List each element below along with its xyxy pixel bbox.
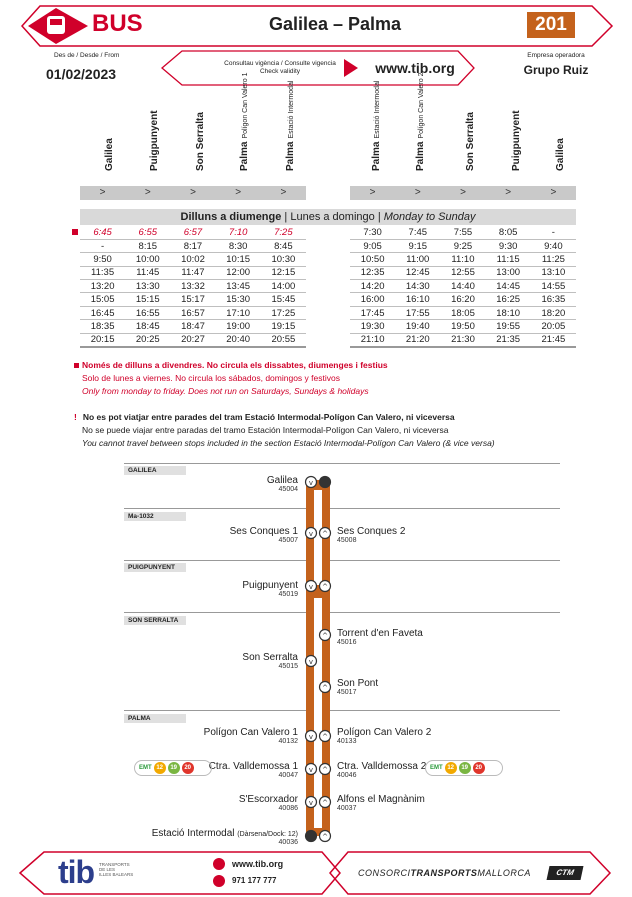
stop-header: PalmaEstació Intermodal — [371, 80, 382, 171]
time-cell: 19:50 — [440, 320, 485, 333]
time-cell: - — [80, 239, 125, 252]
time-cell: 20:55 — [261, 333, 306, 346]
time-cell: 20:27 — [170, 333, 215, 346]
outbound-timetable — [80, 226, 306, 348]
time-cell: 7:25 — [261, 226, 306, 239]
time-cell: 9:05 — [350, 239, 395, 252]
time-cell: 12:45 — [395, 266, 440, 279]
stop-header: PalmaPolígon Can Valero 1 — [239, 72, 250, 171]
section-label: GALILEA — [124, 466, 186, 475]
time-cell: 10:02 — [170, 253, 215, 266]
footer-phone[interactable]: 971 177 777 — [232, 876, 277, 885]
map-stop: Ctra. Valldemossa 2 40046 — [337, 761, 427, 779]
section-label: PUIGPUNYENT — [124, 563, 186, 572]
time-cell: 9:40 — [531, 239, 576, 252]
time-cell: 11:47 — [170, 266, 215, 279]
route-title: Galilea – Palma — [268, 14, 402, 34]
time-cell: 16:45 — [80, 306, 125, 319]
time-cell: 13:00 — [486, 266, 531, 279]
weekday-note-en: Only from monday to friday. Does not run on Saturdays, Sundays & holidays — [82, 386, 369, 396]
map-stop: Son Pont 45017 — [337, 678, 379, 696]
time-cell: 18:47 — [170, 320, 215, 333]
map-stop: Ses Conques 1 45007 — [229, 526, 298, 544]
map-stop: Puigpunyent 45019 — [242, 580, 298, 598]
time-cell: 9:50 — [80, 253, 125, 266]
restriction-note-en: You cannot travel between stops included in the section Estació Intermodal-Polígon Can Valero (& vice versa) — [82, 438, 495, 448]
time-cell: 12:35 — [350, 266, 395, 279]
stop-header: Galilea — [555, 138, 566, 171]
restriction-note-es: No se puede viajar entre paradas del tramo Estación Intermodal-Polígon Can Valero, ni viceversa — [82, 425, 449, 435]
time-cell: 18:10 — [486, 306, 531, 319]
svg-text:v: v — [308, 766, 314, 774]
time-cell: 8:05 — [486, 226, 531, 239]
svg-text:v: v — [308, 583, 314, 591]
timetable-row — [80, 266, 306, 279]
time-cell: 18:05 — [440, 306, 485, 319]
time-cell: 11:25 — [531, 253, 576, 266]
time-cell: 15:17 — [170, 293, 215, 306]
svg-text:^: ^ — [322, 833, 328, 841]
svg-text:v: v — [308, 658, 314, 666]
timetable-row — [350, 306, 576, 319]
emt-line-badge: 20 — [182, 762, 194, 774]
time-cell: 17:25 — [261, 306, 306, 319]
validity-line-1: Consultau vigència / Consulte vigencia — [224, 60, 336, 67]
operator-label: Empresa operadora — [527, 52, 585, 59]
section-label: SON SERRALTA — [124, 616, 186, 625]
time-cell: - — [531, 226, 576, 239]
time-cell: 12:00 — [216, 266, 261, 279]
timetable-row — [80, 226, 306, 239]
time-cell: 15:45 — [261, 293, 306, 306]
timetable-row — [350, 320, 576, 333]
emt-line-badge: 19 — [459, 762, 471, 774]
weekday-note-ca: Només de dilluns a divendres. No circula els dissabtes, diumenges i festius — [74, 359, 388, 372]
time-cell: 9:25 — [440, 239, 485, 252]
timetable-row — [80, 280, 306, 293]
time-cell: 17:55 — [395, 306, 440, 319]
timetable-row — [350, 333, 576, 346]
timetable-row — [350, 239, 576, 252]
time-cell: 13:45 — [216, 280, 261, 293]
section-divider — [124, 463, 560, 464]
svg-text:^: ^ — [322, 583, 328, 591]
restriction-note-ca: ! No es pot viatjar entre parades del tram Estació Intermodal-Polígon Can Valero, ni viceversa — [74, 412, 455, 422]
footer-website[interactable]: www.tib.org — [232, 859, 284, 869]
time-cell: 15:15 — [125, 293, 170, 306]
inbound-direction-bar: > > > > > — [350, 186, 576, 200]
map-stop: Ctra. Valldemossa 1 40047 — [208, 761, 298, 779]
time-cell: 21:30 — [440, 333, 485, 346]
time-cell: 14:55 — [531, 280, 576, 293]
time-cell: 7:45 — [395, 226, 440, 239]
time-cell: 13:30 — [125, 280, 170, 293]
time-cell: 16:25 — [486, 293, 531, 306]
timetable-row — [350, 280, 576, 293]
time-cell: 10:15 — [216, 253, 261, 266]
route-number-badge: 201 — [527, 12, 575, 38]
map-stop: Son Serralta 45015 — [242, 652, 298, 670]
map-stop: Alfons el Magnànim 40037 — [337, 794, 425, 812]
svg-text:v: v — [308, 479, 314, 487]
emt-line-badge: 12 — [445, 762, 457, 774]
time-cell: 7:55 — [440, 226, 485, 239]
time-cell: 18:45 — [125, 320, 170, 333]
section-label: PALMA — [124, 714, 186, 723]
time-cell: 8:17 — [170, 239, 215, 252]
svg-text:^: ^ — [322, 733, 328, 741]
time-cell: 19:30 — [350, 320, 395, 333]
time-cell: 12:55 — [440, 266, 485, 279]
map-stop: Estació Intermodal (Dàrsena/Dock: 12) 40036 — [151, 828, 298, 846]
from-label: Des de / Desde / From — [54, 52, 120, 59]
days-ca: Dilluns a diumenge — [180, 211, 282, 223]
timetable-row — [350, 293, 576, 306]
time-cell: 14:40 — [440, 280, 485, 293]
time-cell: 16:20 — [440, 293, 485, 306]
footer-frame — [0, 850, 632, 896]
timetable-row — [350, 253, 576, 266]
time-cell: 20:05 — [531, 320, 576, 333]
svg-text:^: ^ — [322, 684, 328, 692]
emt-line-badge: 20 — [473, 762, 485, 774]
time-cell: 10:00 — [125, 253, 170, 266]
time-cell: 21:20 — [395, 333, 440, 346]
time-cell: 13:10 — [531, 266, 576, 279]
time-cell: 19:00 — [216, 320, 261, 333]
svg-text:v: v — [308, 733, 314, 741]
stop-header: Puigpunyent — [149, 110, 160, 171]
time-cell: 11:00 — [395, 253, 440, 266]
time-cell: 11:45 — [125, 266, 170, 279]
time-cell: 17:45 — [350, 306, 395, 319]
service-days-bar: Dilluns a diumenge | Lunes a domingo | Monday to Sunday — [80, 209, 576, 225]
timetable-row — [80, 306, 306, 319]
stop-header: Puigpunyent — [511, 110, 522, 171]
time-cell: 17:10 — [216, 306, 261, 319]
weekday-only-marker — [72, 229, 78, 235]
operator-name: Grupo Ruiz — [523, 63, 589, 77]
svg-text:^: ^ — [322, 766, 328, 774]
weekday-note — [74, 359, 388, 398]
time-cell: 7:30 — [350, 226, 395, 239]
time-cell: 20:25 — [125, 333, 170, 346]
days-es: Lunes a domingo — [290, 211, 375, 223]
website-link[interactable]: www.tib.org — [375, 60, 455, 76]
time-cell: 10:50 — [350, 253, 395, 266]
section-restriction-note — [74, 411, 495, 450]
timetable-row — [350, 226, 576, 239]
svg-text:^: ^ — [322, 632, 328, 640]
stop-header: Son Serralta — [195, 112, 206, 171]
section-label: Ma-1032 — [124, 512, 186, 521]
stop-header: PalmaPolígon Can Valero 2 — [415, 72, 426, 171]
time-cell: 18:20 — [531, 306, 576, 319]
days-en: Monday to Sunday — [383, 211, 476, 223]
time-cell: 21:45 — [531, 333, 576, 346]
time-cell: 19:55 — [486, 320, 531, 333]
outbound-direction-bar: > > > > > — [80, 186, 306, 200]
tib-logo-subtitle: TRANSPORTS DE LES ILLES BALEARS — [99, 862, 134, 877]
time-cell: 16:55 — [125, 306, 170, 319]
transport-mode: BUS — [92, 10, 143, 37]
time-cell: 8:15 — [125, 239, 170, 252]
time-cell: 13:20 — [80, 280, 125, 293]
stop-header: Galilea — [104, 138, 115, 171]
time-cell: 16:10 — [395, 293, 440, 306]
time-cell: 6:55 — [125, 226, 170, 239]
time-cell: 16:35 — [531, 293, 576, 306]
time-cell: 21:35 — [486, 333, 531, 346]
time-cell: 20:40 — [216, 333, 261, 346]
ctm-logo: CTM — [547, 866, 584, 880]
time-cell: 13:32 — [170, 280, 215, 293]
time-cell: 19:15 — [261, 320, 306, 333]
svg-text:^: ^ — [322, 799, 328, 807]
emt-connection — [425, 760, 503, 776]
map-stop: Ses Conques 2 45008 — [337, 526, 406, 544]
time-cell: 7:10 — [216, 226, 261, 239]
timetable-row — [80, 253, 306, 266]
time-cell: 16:00 — [350, 293, 395, 306]
emt-line-badge: 12 — [154, 762, 166, 774]
ctm-wordmark: CONSORCITRANSPORTSMALLORCA — [358, 868, 531, 878]
check-validity-text — [205, 60, 355, 76]
stop-header: PalmaEstació Intermodal — [285, 80, 296, 171]
time-cell: 14:30 — [395, 280, 440, 293]
time-cell: 16:57 — [170, 306, 215, 319]
emt-line-badge: 19 — [168, 762, 180, 774]
weekday-note-es: Solo de lunes a viernes. No circula los sábados, domingos y festivos — [82, 373, 340, 383]
time-cell: 8:30 — [216, 239, 261, 252]
svg-text:v: v — [308, 530, 314, 538]
map-stop: Torrent d'en Faveta 45016 — [337, 628, 423, 646]
time-cell: 9:15 — [395, 239, 440, 252]
svg-text:v: v — [308, 799, 314, 807]
map-stop: Galilea 45004 — [266, 475, 298, 493]
map-stop: S'Escorxador 40086 — [238, 794, 298, 812]
time-cell: 21:10 — [350, 333, 395, 346]
time-cell: 9:30 — [486, 239, 531, 252]
timetable-row — [80, 293, 306, 306]
time-cell: 10:30 — [261, 253, 306, 266]
time-cell: 19:40 — [395, 320, 440, 333]
time-cell: 11:35 — [80, 266, 125, 279]
timetable-row — [80, 239, 306, 252]
validity-line-2: Check validity — [259, 68, 301, 75]
time-cell: 12:15 — [261, 266, 306, 279]
time-cell: 14:20 — [350, 280, 395, 293]
validity-date: 01/02/2023 — [46, 66, 117, 82]
time-cell: 14:00 — [261, 280, 306, 293]
emt-label: EMT — [139, 765, 152, 771]
time-cell: 8:45 — [261, 239, 306, 252]
time-cell: 11:10 — [440, 253, 485, 266]
map-stop: Polígon Can Valero 1 40132 — [203, 727, 298, 745]
time-cell: 15:30 — [216, 293, 261, 306]
time-cell: 6:57 — [170, 226, 215, 239]
time-cell: 20:15 — [80, 333, 125, 346]
time-cell: 11:15 — [486, 253, 531, 266]
inbound-timetable — [350, 226, 576, 348]
timetable-row — [80, 333, 306, 346]
timetable-row — [80, 320, 306, 333]
time-cell: 15:05 — [80, 293, 125, 306]
time-cell: 18:35 — [80, 320, 125, 333]
emt-connection — [134, 760, 212, 776]
stop-header: Son Serralta — [465, 112, 476, 171]
tib-logo: tib — [58, 854, 95, 890]
svg-text:^: ^ — [322, 530, 328, 538]
timetable-row — [350, 266, 576, 279]
time-cell: 14:45 — [486, 280, 531, 293]
time-cell: 6:45 — [80, 226, 125, 239]
emt-label: EMT — [430, 765, 443, 771]
map-stop: Polígon Can Valero 2 40133 — [337, 727, 432, 745]
